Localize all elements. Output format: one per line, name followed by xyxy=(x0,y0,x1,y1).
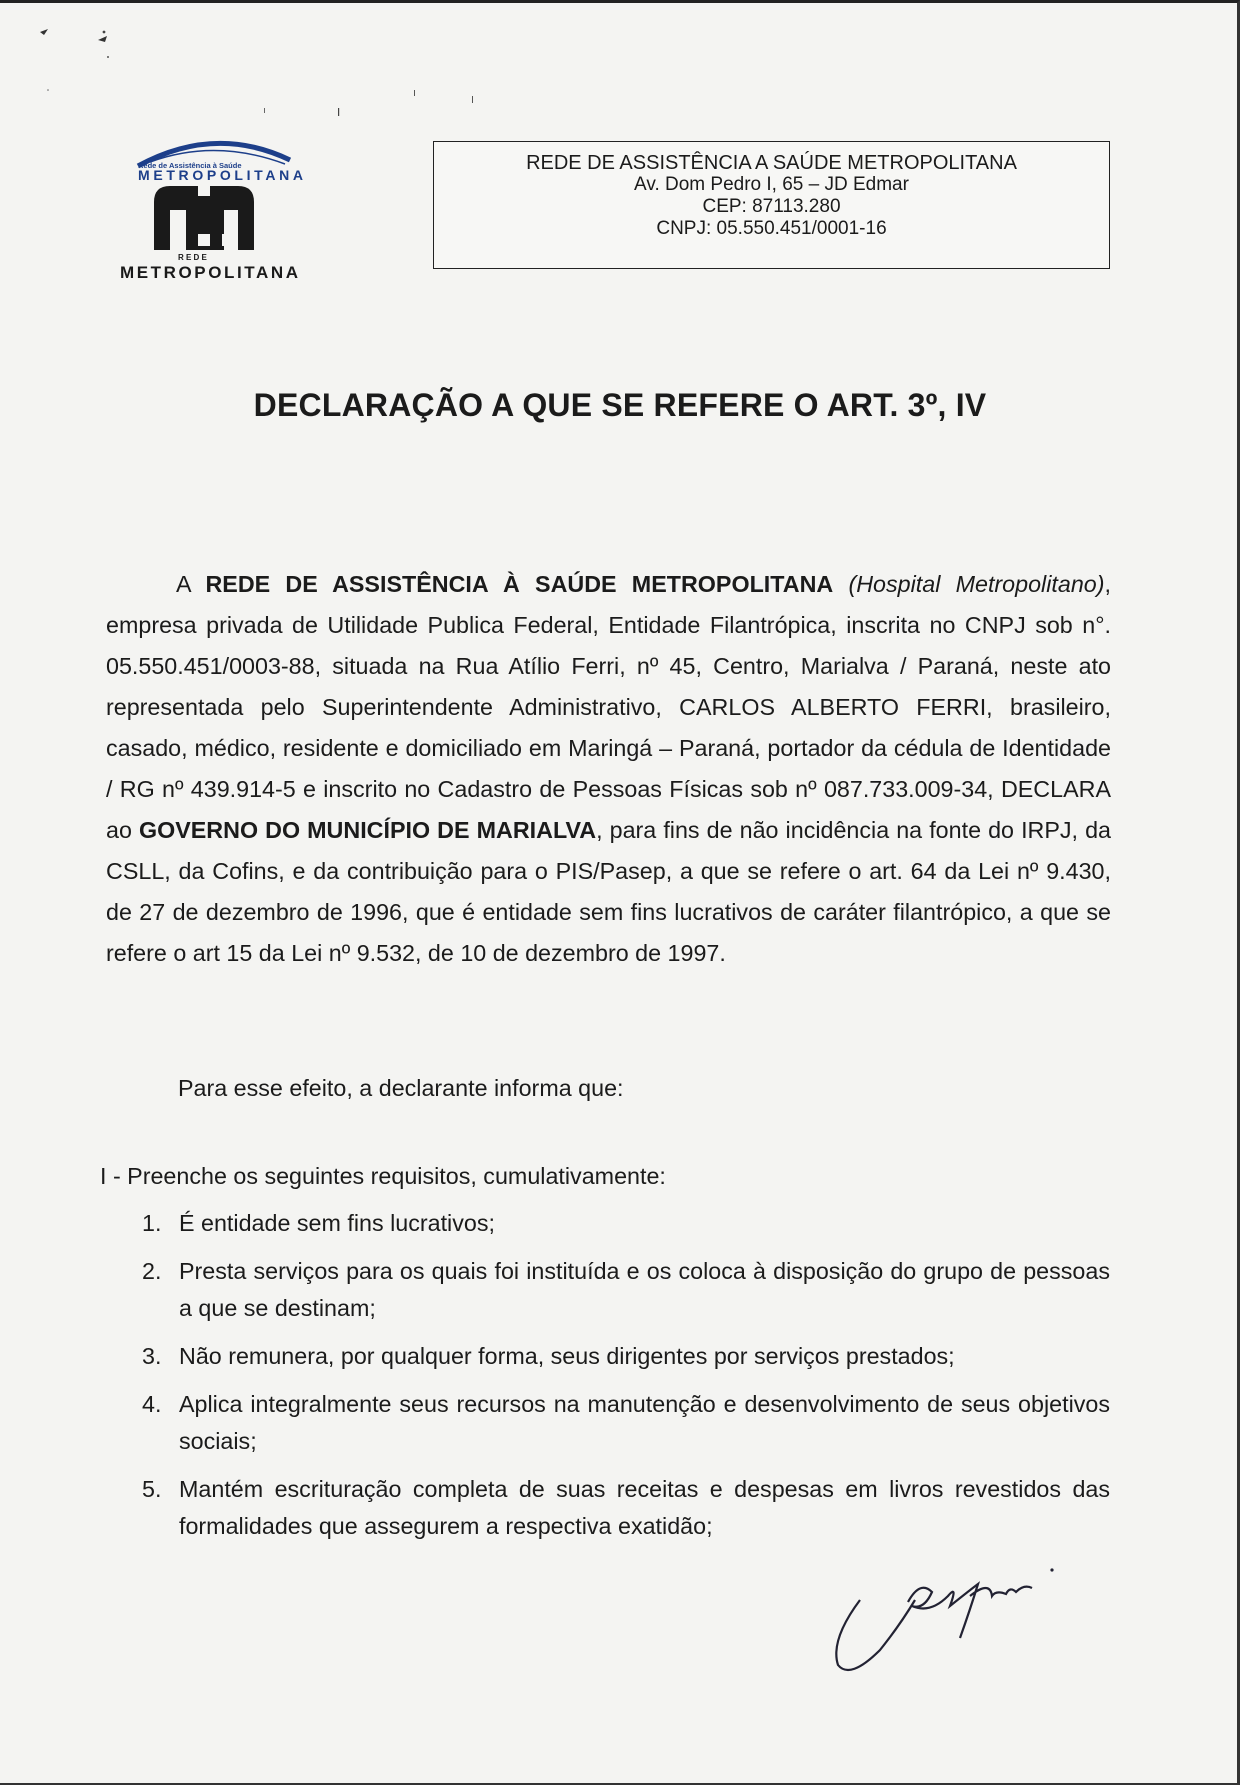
item-text: Aplica integralmente seus recursos na manutenção e desenvolvimento de seus objetivos sociais; xyxy=(179,1391,1110,1454)
paragraph-article: A xyxy=(176,571,206,597)
logo-rede-text: R E D E xyxy=(178,253,207,262)
item-number: 4. xyxy=(142,1391,162,1417)
item-text: Presta serviços para os quais foi instituída e os coloca à disposição do grupo de pessoas a que se destinam; xyxy=(179,1258,1110,1321)
item-number: 1. xyxy=(142,1210,162,1236)
letterhead-org-name: REDE DE ASSISTÊNCIA A SAÚDE METROPOLITANA xyxy=(526,152,1017,174)
scan-specks xyxy=(20,12,520,122)
logo-bottom-text: METROPOLITANA xyxy=(120,263,298,282)
list-item xyxy=(142,1386,1110,1460)
declaration-paragraph xyxy=(106,564,1111,974)
requirements-heading: I - Preenche os seguintes requisitos, cumulativamente: xyxy=(100,1163,666,1189)
list-item xyxy=(142,1205,1110,1242)
paragraph-middle: , empresa privada de Utilidade Publica Federal, Entidade Filantrópica, inscrita no CNPJ sob n°. 05.550.451/0003-88, situada na Rua Atílio Ferri, nº 45, Centro, Marialva / Paraná, neste ato representada pelo Superintendente Administrativo, CARLOS ALBERTO FERRI, brasileiro, casado, médico, residente e domiciliado em Maringá – Paraná, portador da cédula de Identidade / RG nº 439.914-5 e inscrito no Cadastro de Pessoas Físicas sob nº 087.733.009-34, DECLARA ao xyxy=(106,571,1111,843)
government-name: GOVERNO DO MUNICÍPIO DE MARIALVA xyxy=(138,817,597,843)
document-title: DECLARAÇÃO A QUE SE REFERE O ART. 3º, IV xyxy=(253,387,987,423)
item-text: Mantém escrituração completa de suas receitas e despesas em livros revestidos das formalidades que assegurem a respectiva exatidão; xyxy=(179,1476,1110,1539)
logo-arc-text: Rede de Assistência à Saúde xyxy=(138,161,242,170)
handwritten-signature xyxy=(820,1540,1120,1680)
list-item xyxy=(142,1253,1110,1327)
item-number: 3. xyxy=(142,1343,162,1369)
intro-line: Para esse efeito, a declarante informa que: xyxy=(178,1075,624,1101)
item-number: 2. xyxy=(142,1258,162,1284)
letterhead-cep: CEP: 87113.280 xyxy=(702,196,841,217)
item-text: É entidade sem fins lucrativos; xyxy=(179,1210,495,1236)
letterhead-cnpj: CNPJ: 05.550.451/0001-16 xyxy=(656,218,887,239)
logo-top-text: METROPOLITANA xyxy=(138,167,303,183)
requirements-list xyxy=(142,1205,1110,1556)
letterhead-address: Av. Dom Pedro I, 65 – JD Edmar xyxy=(634,174,909,195)
list-item xyxy=(142,1338,1110,1375)
list-item xyxy=(142,1471,1110,1545)
item-text: Não remunera, por qualquer forma, seus dirigentes por serviços prestados; xyxy=(179,1343,955,1369)
item-number: 5. xyxy=(142,1476,162,1502)
organization-alias: (Hospital Metropolitano) xyxy=(848,571,1105,597)
organization-logo xyxy=(120,130,320,290)
paragraph-end: , para fins de não incidência na fonte do IRPJ, da CSLL, da Cofins, e da contribuição para o PIS/Pasep, a que se refere o art. 64 da Lei nº 9.430, de 27 de dezembro de 1996, que é entidade sem fins lucrativos de caráter filantrópico, a que se refere o art 15 da Lei nº 9.532, de 10 de dezembro de 1997. xyxy=(106,817,1112,966)
organization-name: REDE DE ASSISTÊNCIA À SAÚDE METROPOLITANA xyxy=(205,571,834,597)
letterhead-box xyxy=(433,141,1110,269)
